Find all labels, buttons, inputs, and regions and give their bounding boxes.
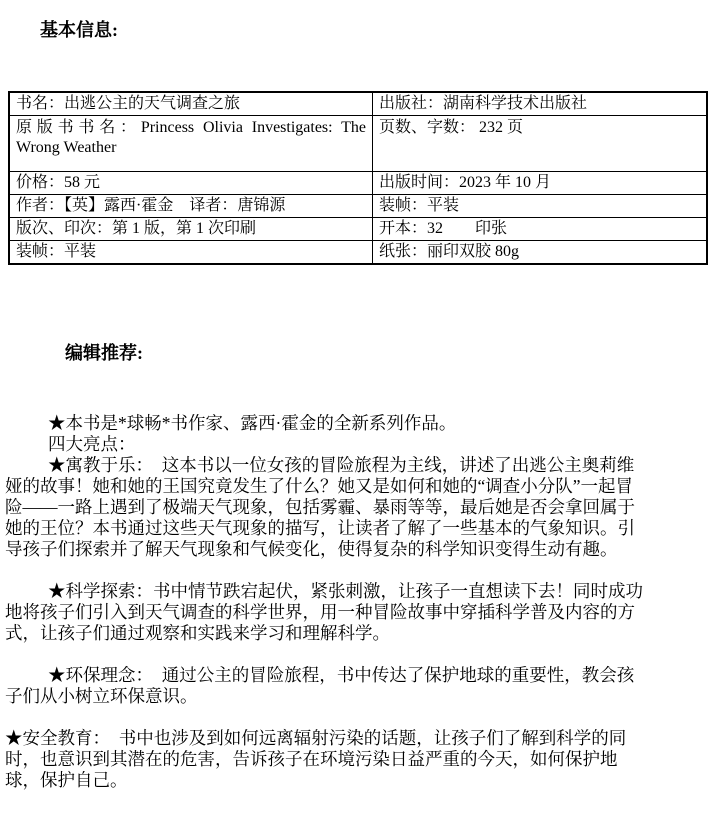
cell-paper: 纸张：丽印双胶 80g [373, 241, 708, 265]
cell-page-count: 页数、字数： 232 页 [373, 116, 708, 172]
table-row [9, 92, 707, 116]
editor-recommend-body [5, 413, 646, 791]
cell-price: 价格：58 元 [9, 172, 373, 195]
cell-publisher: 出版社：湖南科学技术出版社 [373, 92, 708, 116]
editor-recommend-heading: 编辑推荐: [65, 343, 143, 363]
table-row [9, 241, 707, 265]
cell-publish-date: 出版时间：2023 年 10 月 [373, 172, 708, 195]
table-row [9, 195, 707, 218]
cell-book-title: 书名：出逃公主的天气调查之旅 [9, 92, 373, 116]
table-row [9, 172, 707, 195]
table-row [9, 218, 707, 241]
cell-edition: 版次、印次：第 1 版，第 1 次印刷 [9, 218, 373, 241]
cell-binding: 装帧：平装 [373, 195, 708, 218]
book-info-table [8, 91, 708, 265]
recommend-paragraph-edutainment: ★寓教于乐： 这本书以一位女孩的冒险旅程为主线，讲述了出逃公主奥莉维娅的故事！她和她的王国究竟发生了什么？她又是如何和她的“调查小分队”一起冒险——一路上遇到了极端天气现象，包括雾霾、暴雨等等，最后她是否会拿回属于她的王位？本书通过这些天气现象的描写，让读者了解了一些基本的气象知识。引导孩子们探索并了解天气现象和气候变化，使得复杂的科学知识变得生动有趣。 [5, 455, 635, 559]
cell-author: 作者：【英】露西·霍金 译者：唐锦源 [9, 195, 373, 218]
recommend-paragraph-series-intro: ★本书是*球畅*书作家、露西·霍金的全新系列作品。 [48, 413, 457, 433]
cell-format: 开本：32 印张 [373, 218, 708, 241]
cell-original-title: 原版书书名：Princess Olivia Investigates: The Wrong Weather [9, 116, 373, 172]
basic-info-heading: 基本信息: [40, 20, 118, 40]
recommend-paragraph-safety: ★安全教育： 书中也涉及到如何远离辐射污染的话题，让孩子们了解到科学的同时，也意识到其潜在的危害，告诉孩子在环境污染日益严重的今天，如何保护地球，保护自己。 [5, 728, 627, 790]
cell-binding-2: 装帧：平装 [9, 241, 373, 265]
recommend-paragraph-environment: ★环保理念： 通过公主的冒险旅程，书中传达了保护地球的重要性，教会孩子们从小树立环保意识。 [5, 665, 635, 706]
recommend-paragraph-highlights-label: 四大亮点： [48, 434, 136, 454]
table-row [9, 116, 707, 172]
recommend-paragraph-science: ★科学探索：书中情节跌宕起伏，紧张刺激，让孩子一直想读下去！同时成功地将孩子们引入到天气调查的科学世界，用一种冒险故事中穿插科学普及内容的方式，让孩子们通过观察和实践来学习和理解科学。 [5, 581, 643, 643]
